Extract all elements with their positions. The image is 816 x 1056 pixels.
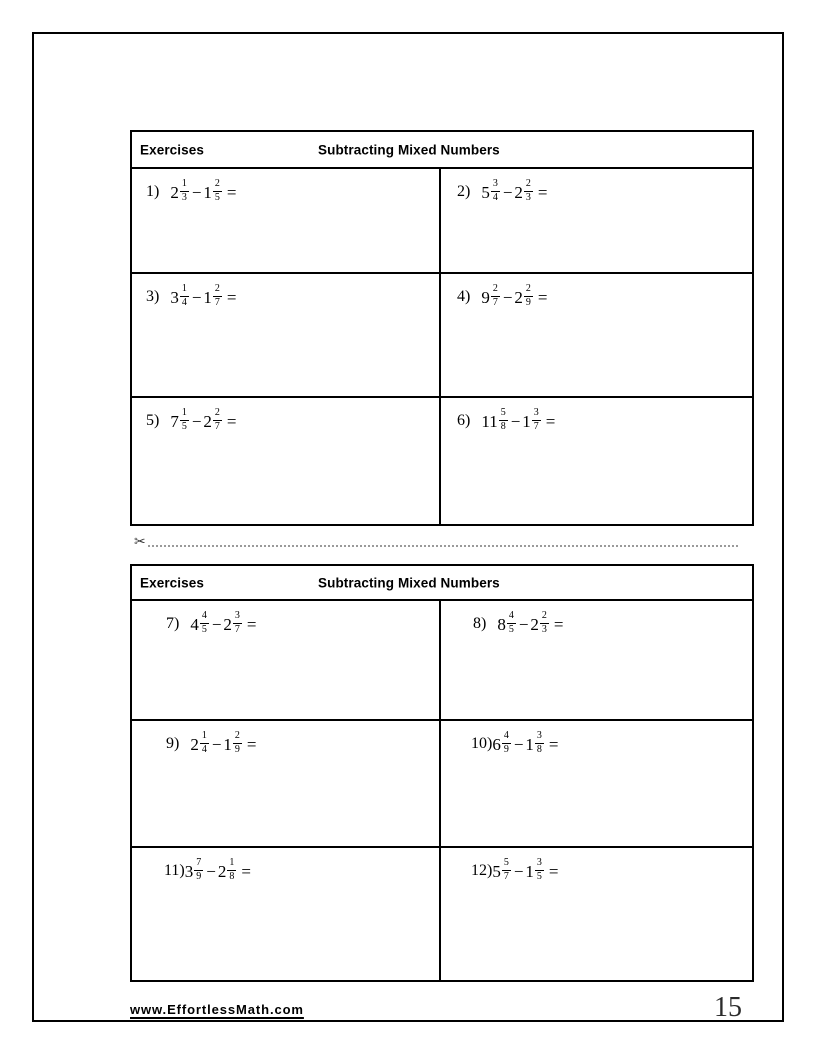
mixed-number-b: 2 $\frac{1}{8}$ xyxy=(217,857,235,882)
problem-cell-11[interactable] xyxy=(132,848,441,982)
minus-operator: − xyxy=(191,412,202,431)
table-2-header xyxy=(132,566,752,601)
page-number: 15 xyxy=(714,992,742,1023)
exercises-label: Exercises xyxy=(140,575,204,590)
mixed-number-b: 2 $\frac{2}{7}$ xyxy=(203,407,220,432)
minus-operator: − xyxy=(191,183,202,202)
equals-sign: = xyxy=(545,412,556,431)
fraction-b: $\frac{3}{5}$ xyxy=(536,857,542,882)
minus-operator: − xyxy=(211,615,222,634)
page-border xyxy=(32,32,784,1022)
mixed-number-b: 2 $\frac{2}{3}$ xyxy=(530,610,547,635)
mixed-number-a: 3 $\frac{7}{9}$ xyxy=(184,857,202,882)
cut-here-line xyxy=(134,532,738,550)
fraction-b: $\frac{2}{9}$ xyxy=(234,730,240,755)
minus-operator: − xyxy=(206,862,216,881)
mixed-number-a: 4 $\frac{4}{5}$ xyxy=(190,610,207,635)
fraction-a: $\frac{4}{9}$ xyxy=(503,730,509,755)
mixed-number-a: 3 $\frac{1}{4}$ xyxy=(170,283,187,308)
mixed-number-b: 2 $\frac{3}{7}$ xyxy=(223,610,240,635)
fraction-b: $\frac{2}{9}$ xyxy=(525,283,531,308)
fraction-a: $\frac{4}{5}$ xyxy=(508,610,514,635)
mixed-number-b: 1 $\frac{3}{5}$ xyxy=(525,857,542,882)
problem-index: 11) xyxy=(164,862,185,879)
equals-sign: = xyxy=(537,288,548,307)
exercises-label: Exercises xyxy=(140,142,204,157)
mixed-number-a: 5 $\frac{3}{4}$ xyxy=(481,178,498,203)
worksheet-title: Subtracting Mixed Numbers xyxy=(318,575,500,590)
problem-cell-3[interactable] xyxy=(132,274,441,396)
problem-cell-5[interactable] xyxy=(132,398,441,526)
fraction-a: $\frac{1}{4}$ xyxy=(181,283,187,308)
fraction-a: $\frac{3}{4}$ xyxy=(492,178,498,203)
minus-operator: − xyxy=(513,862,524,881)
fraction-a: $\frac{5}{7}$ xyxy=(503,857,509,882)
exercise-table-1 xyxy=(130,130,754,526)
minus-operator: − xyxy=(513,735,524,754)
problem-index: 10) xyxy=(471,735,493,752)
exercise-table-2 xyxy=(130,564,754,982)
minus-operator: − xyxy=(502,183,513,202)
mixed-number-b: 1 $\frac{2}{9}$ xyxy=(223,730,240,755)
equals-sign: = xyxy=(246,735,257,754)
problem-index: 5) xyxy=(146,412,160,429)
problem-cell-8[interactable] xyxy=(441,601,752,719)
minus-operator: − xyxy=(518,615,529,634)
table-1-header xyxy=(132,132,752,169)
problem-cell-7[interactable] xyxy=(132,601,441,719)
problem-cell-9[interactable] xyxy=(132,721,441,846)
mixed-number-a: 2 $\frac{1}{3}$ xyxy=(170,178,187,203)
equals-sign: = xyxy=(548,862,559,881)
fraction-a: $\frac{1}{5}$ xyxy=(181,407,187,432)
mixed-number-b: 1 $\frac{2}{5}$ xyxy=(203,178,220,203)
fraction-b: $\frac{1}{8}$ xyxy=(229,857,235,882)
mixed-number-b: 1 $\frac{2}{7}$ xyxy=(203,283,220,308)
mixed-number-b: 1 $\frac{3}{7}$ xyxy=(522,407,539,432)
fraction-a: $\frac{5}{8}$ xyxy=(500,407,506,432)
problem-cell-6[interactable] xyxy=(441,398,752,526)
problem-index: 2) xyxy=(457,183,471,200)
problem-index: 7) xyxy=(166,615,180,632)
fraction-a: $\frac{1}{4}$ xyxy=(201,730,207,755)
table-row xyxy=(132,274,752,398)
problem-index: 4) xyxy=(457,288,471,305)
problem-index: 3) xyxy=(146,288,160,305)
fraction-b: $\frac{2}{7}$ xyxy=(214,407,220,432)
mixed-number-a: 2 $\frac{1}{4}$ xyxy=(190,730,207,755)
problem-index: 9) xyxy=(166,735,180,752)
problem-cell-2[interactable] xyxy=(441,169,752,272)
minus-operator: − xyxy=(191,288,202,307)
table-row xyxy=(132,848,752,982)
equals-sign: = xyxy=(537,183,548,202)
fraction-b: $\frac{2}{7}$ xyxy=(214,283,220,308)
problem-index: 1) xyxy=(146,183,160,200)
mixed-number-a: 9 $\frac{2}{7}$ xyxy=(481,283,498,308)
minus-operator: − xyxy=(211,735,222,754)
equals-sign: = xyxy=(226,412,237,431)
effortless-math-link[interactable]: www.EffortlessMath.com xyxy=(130,1002,304,1017)
equals-sign: = xyxy=(226,288,237,307)
mixed-number-a: 8 $\frac{4}{5}$ xyxy=(497,610,514,635)
equals-sign: = xyxy=(553,615,564,634)
fraction-b: $\frac{2}{3}$ xyxy=(541,610,547,635)
mixed-number-b: 1 $\frac{3}{8}$ xyxy=(525,730,542,755)
table-row xyxy=(132,169,752,274)
problem-cell-12[interactable] xyxy=(441,848,752,982)
minus-operator: − xyxy=(510,412,521,431)
minus-operator: − xyxy=(502,288,513,307)
mixed-number-a: 5 $\frac{5}{7}$ xyxy=(492,857,509,882)
table-row xyxy=(132,721,752,848)
fraction-a: $\frac{4}{5}$ xyxy=(201,610,207,635)
problem-cell-1[interactable] xyxy=(132,169,441,272)
fraction-a: $\frac{7}{9}$ xyxy=(196,857,202,882)
equals-sign: = xyxy=(548,735,559,754)
scissors-icon: ✂ xyxy=(134,533,146,549)
mixed-number-a: 6 $\frac{4}{9}$ xyxy=(492,730,509,755)
equals-sign: = xyxy=(246,615,257,634)
problem-index: 8) xyxy=(473,615,487,632)
fraction-a: $\frac{1}{3}$ xyxy=(181,178,187,203)
problem-index: 6) xyxy=(457,412,471,429)
problem-cell-4[interactable] xyxy=(441,274,752,396)
fraction-b: $\frac{2}{5}$ xyxy=(214,178,220,203)
fraction-b: $\frac{3}{7}$ xyxy=(533,407,539,432)
problem-cell-10[interactable] xyxy=(441,721,752,846)
problem-index: 12) xyxy=(471,862,493,879)
equals-sign: = xyxy=(226,183,237,202)
fraction-a: $\frac{2}{7}$ xyxy=(492,283,498,308)
equals-sign: = xyxy=(241,862,251,881)
mixed-number-a: 11 $\frac{5}{8}$ xyxy=(481,407,506,432)
mixed-number-a: 7 $\frac{1}{5}$ xyxy=(170,407,187,432)
worksheet-title: Subtracting Mixed Numbers xyxy=(318,142,500,157)
fraction-b: $\frac{3}{8}$ xyxy=(536,730,542,755)
mixed-number-b: 2 $\frac{2}{9}$ xyxy=(514,283,531,308)
table-row xyxy=(132,601,752,721)
fraction-b: $\frac{3}{7}$ xyxy=(234,610,240,635)
fraction-b: $\frac{2}{3}$ xyxy=(525,178,531,203)
dotted-cut-line xyxy=(148,545,738,547)
mixed-number-b: 2 $\frac{2}{3}$ xyxy=(514,178,531,203)
table-row xyxy=(132,398,752,526)
